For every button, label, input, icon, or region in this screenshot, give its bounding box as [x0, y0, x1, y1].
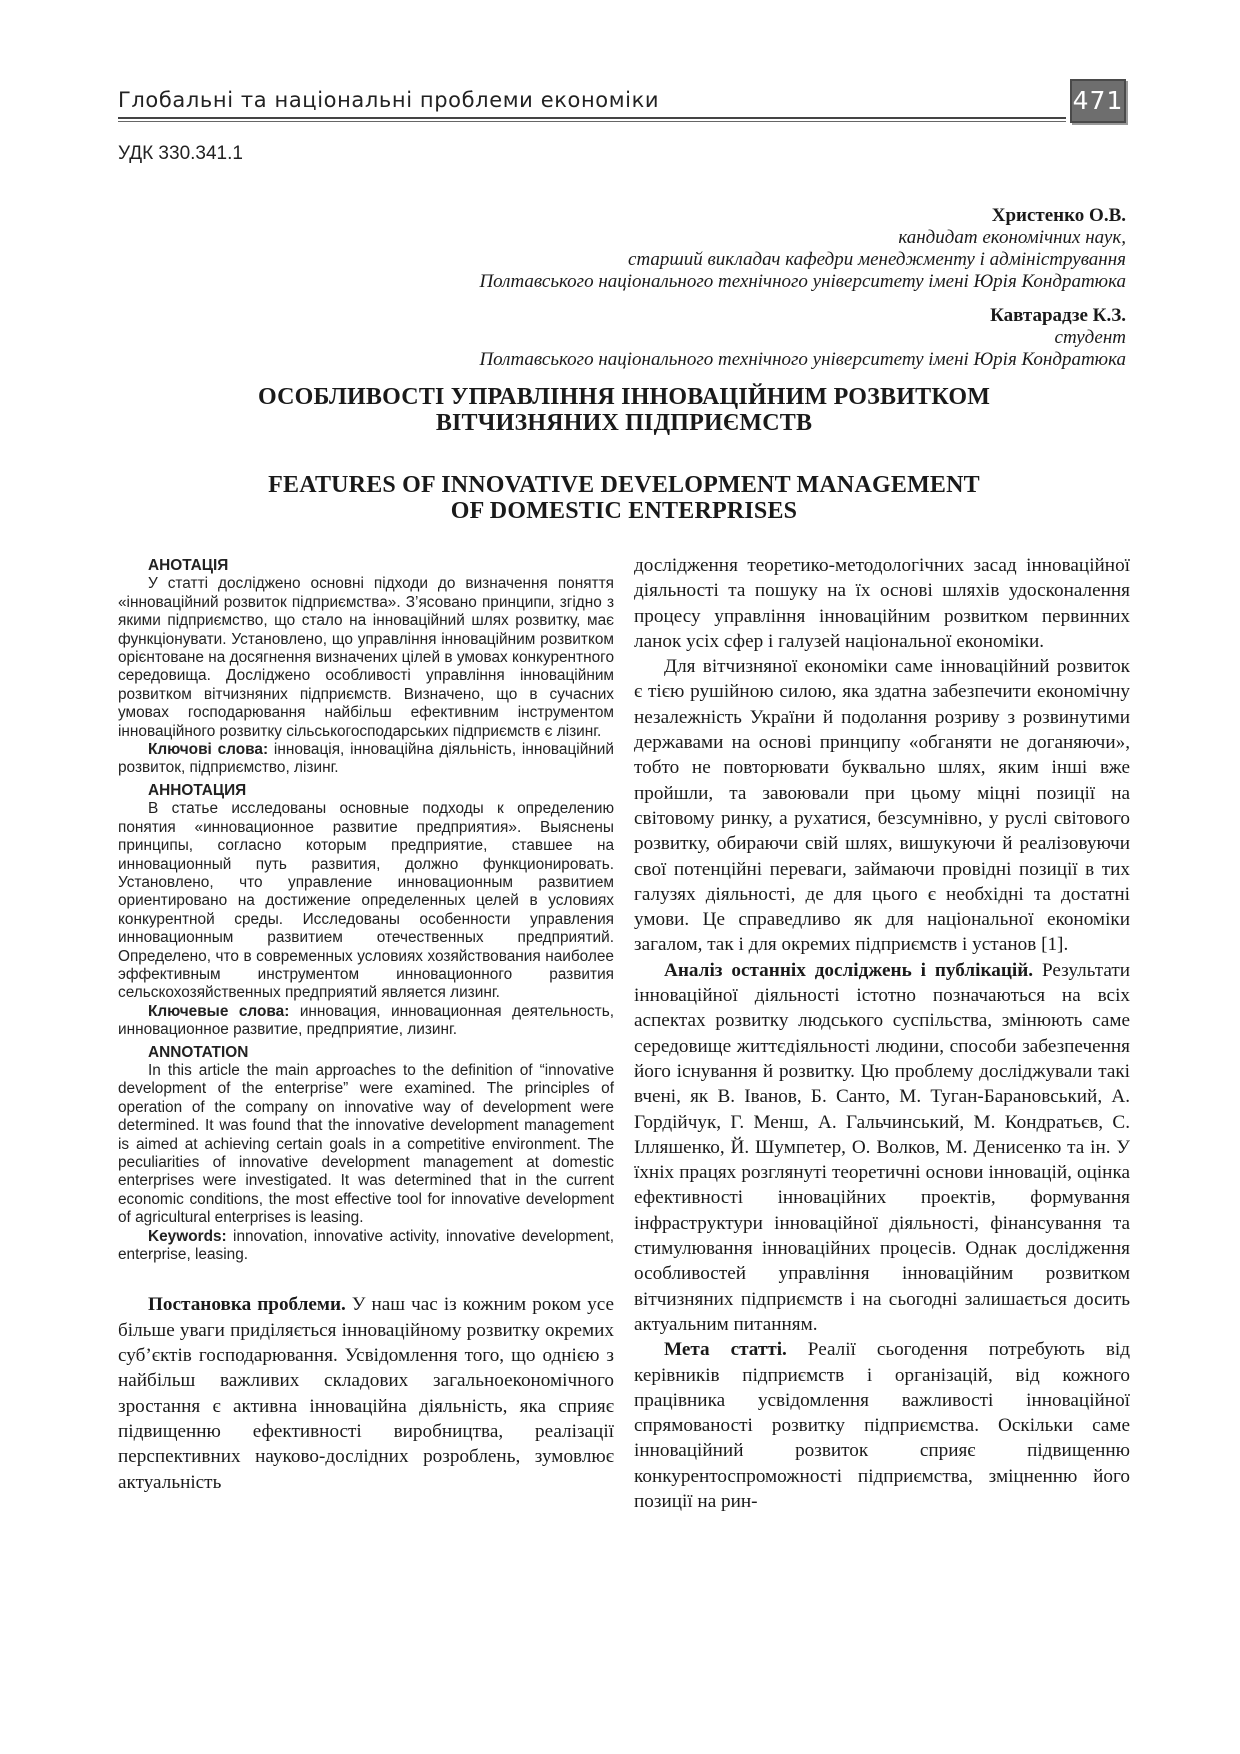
abstract-heading: АНОТАЦІЯ	[148, 557, 229, 574]
keywords	[118, 1228, 614, 1265]
article-title-english	[118, 472, 1130, 524]
page-number-badge: 471	[1070, 79, 1126, 123]
journal-section-title: Глобальні та національні проблеми економіки	[118, 88, 660, 112]
paragraph	[634, 1337, 1130, 1514]
abstract-english	[118, 1044, 614, 1265]
abstract-heading: АННОТАЦИЯ	[148, 781, 247, 799]
author-name: Христенко О.В.	[991, 205, 1126, 226]
right-column	[634, 553, 1130, 1514]
authors-block	[226, 205, 1126, 371]
header-rule-thin	[118, 121, 1066, 122]
left-column	[118, 553, 614, 1495]
author-affiliation-line: Полтавського національного технічного університету імені Юрія Кондратюка	[479, 349, 1126, 370]
abstract-russian	[118, 782, 614, 1040]
abstract-heading: ANNOTATION	[148, 1043, 249, 1061]
author-name: Кавтарадзе К.З.	[990, 305, 1126, 326]
author-affiliation-line: Полтавського національного технічного університету імені Юрія Кондратюка	[479, 271, 1126, 292]
keywords-list: инновация, инновационная деятельность, инновационное развитие, предприятие, лизинг.	[118, 1002, 614, 1039]
abstract-text: У статті досліджено основні підходи до визначення поняття «інноваційний розвиток підприємства». З’ясовано принципи, згідно з якими підприємство, що стало на інноваційний шлях розвитку, має функціонувати. Установлено, що управління інноваційним розвитком орієнтоване на досягнення визначених цілей в умовах конкурентного середовища. Досліджено особливості управління інноваційним розвитком вітчизняних підприємств. Визначено, що в сучасних умовах господарювання найбільш ефективним інструментом інноваційного розвитку сільськогосподарських підприємств є лізинг.	[118, 575, 614, 740]
body-continued	[634, 553, 1130, 1514]
keywords-list: інновація, інноваційна діяльність, інноваційний розвиток, підприємство, лізинг.	[118, 741, 614, 777]
abstract-ukrainian	[118, 557, 614, 778]
header-rule	[118, 117, 1066, 119]
keywords-label: Ключевые слова:	[148, 1002, 290, 1020]
paragraph	[634, 958, 1130, 1337]
title-line: OF DOMESTIC ENTERPRISES	[450, 498, 798, 524]
keywords-label: Keywords:	[148, 1227, 227, 1245]
paragraph: Для вітчизняної економіки саме інноваційний розвиток є тією рушійною силою, яка здатна забезпечити економічну незалежність України й подолання розриву з розвинутими державами на основі принципу «обганяти не доганяючи», тобто не повторювати буквально шлях, яким інші вже пройшли, та завоювали при цьому міцні позиції на світовому ринку, а рухатися, безсумнівно, у руслі світового розвитку, обираючи свій шлях, вишукуючи й реалізовуючи свої потенційні переваги, займаючи провідні позиції в тих галузях діяльності, де для цього є необхідні та достатні умови. Це справедливо як для національної економіки загалом, так і для окремих підприємств і установ [1].	[634, 656, 1130, 956]
running-header	[118, 84, 1126, 120]
paragraph-text: Результати інноваційної діяльності істотно позначаються на всіх аспектах розвитку людського суспільства, змінюють саме середовище життєдіяльності людини, способи забезпечення його існування й розвитку. Цю проблему досліджували такі вчені, як В. Іванов, Б. Санто, М. Туган-Барановський, А. Гордійчук, Г. Менш, А. Гальчинський, М. Кондратьєв, С. Ілляшенко, Й. Шумпетер, О. Волков, М. Денисенко та ін. У їхніх працях розглянуті теоретичні основи інновацій, оцінка ефективності інноваційних проектів, формування інфраструктури інноваційної діяльності, фінансування та стимулювання інноваційних процесів. Однак дослідження особливостей управління інноваційним розвитком вітчизняних підприємств і на сьогодні залишається досить актуальним питанням.	[634, 959, 1130, 1335]
section-label: Аналіз останніх досліджень і публікацій.	[664, 959, 1034, 981]
keywords-list: innovation, innovative activity, innovative development, enterprise, leasing.	[118, 1227, 614, 1264]
title-line: ОСОБЛИВОСТІ УПРАВЛІННЯ ІННОВАЦІЙНИМ РОЗВИТКОМ	[257, 384, 991, 410]
abstract-text: В статье исследованы основные подходы к определению понятия «инновационное развитие предприятия». Выяснены принципы, согласно которым предприятие, ставшее на инновационный путь развития, должно функционировать. Установлено, что управление инновационным развитием ориентировано на достижение определенных целей в условиях конкурентной среды. Исследованы особенности управления инновационным развитием отечественных предприятий. Определено, что в современных условиях хозяйствования наиболее эффективным инструментом инновационного развития сельскохозяйственных предприятий является лизинг.	[118, 800, 614, 1002]
body-problem-statement	[118, 1292, 614, 1494]
title-line: ВІТЧИЗНЯНИХ ПІДПРИЄМСТВ	[435, 410, 813, 436]
section-label: Постановка проблеми.	[148, 1294, 346, 1316]
author-affiliation-line: студент	[1054, 327, 1126, 348]
article-title-ukrainian	[118, 384, 1130, 436]
author-affiliation-line: кандидат економічних наук,	[898, 227, 1126, 248]
keywords	[118, 741, 614, 778]
paragraph: дослідження теоретико-методологічних засад інноваційної діяльності та пошуку на їх основі шляхів удосконалення процесу управління інноваційним розвитком первинних ланок усіх сфер і галузей національної економіки.	[634, 555, 1130, 652]
author-affiliation-line: старший викладач кафедри менеджменту і адміністрування	[628, 249, 1126, 270]
paragraph-text: У наш час із кожним роком усе більше уваги приділяється інноваційному розвитку окремих суб’єктів господарювання. Усвідомлення того, що однією з найбільш важливих складових загальноекономічного зростання є активна інноваційна діяльність, яка сприяє підвищенню ефективності виробництва, реалізації перспективних науково-дослідних розроблень, зумовлює актуальність	[118, 1294, 614, 1493]
keywords	[118, 1003, 614, 1040]
paragraph-text: Реалії сьогодення потребують від керівників підприємств і організацій, від кожного працівника усвідомлення важливості інноваційної спрямованості розвитку підприємства. Оскільки саме інноваційний розвиток сприяє підвищенню конкурентоспроможності підприємства, зміцненню його позиції на рин-	[634, 1339, 1130, 1512]
paragraph	[118, 1292, 614, 1494]
udk-code: УДК 330.341.1	[118, 143, 243, 164]
title-line: FEATURES OF INNOVATIVE DEVELOPMENT MANAGEMENT	[268, 472, 980, 498]
section-label: Мета статті.	[664, 1339, 787, 1361]
keywords-label: Ключові слова:	[148, 741, 269, 759]
abstract-text: In this article the main approaches to the definition of “innovative development of the enterprise” were examined. The principles of operation of the company on innovative way of development were determined. It was found that the innovative development management is aimed at achieving certain goals in a competitive environment. The peculiarities of innovative development management at domestic enterprises were investigated. It was determined that in the current economic conditions, the most effective tool for innovative development of agricultural enterprises is leasing.	[118, 1061, 614, 1227]
